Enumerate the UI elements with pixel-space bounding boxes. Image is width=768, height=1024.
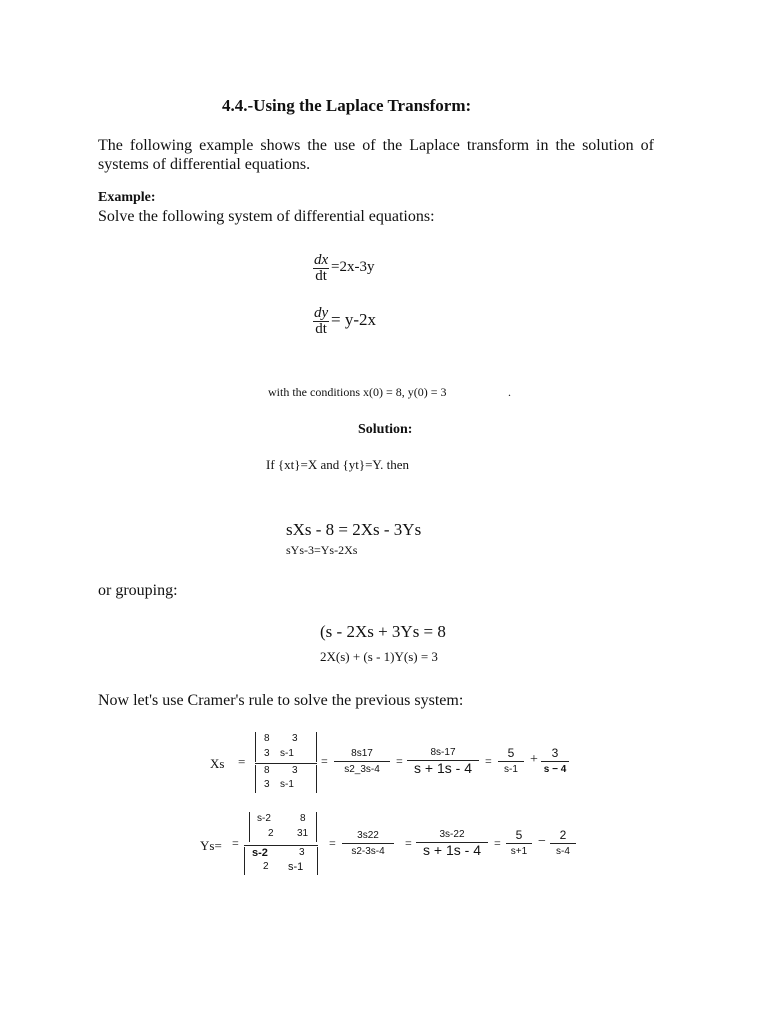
xs-fraction-3 xyxy=(498,746,524,777)
grouping-label: or grouping: xyxy=(98,582,178,599)
ys-main-fraction-bar xyxy=(244,845,318,846)
ys-label: Ys= xyxy=(200,838,222,853)
eq1-rhs: =2x-3y xyxy=(331,259,375,275)
eq2-numerator: dy xyxy=(314,305,329,321)
xs-label: Xs xyxy=(210,756,225,771)
ys-equals: = xyxy=(232,836,239,850)
transformed-eq1: sXs - 8 = 2Xs - 3Ys xyxy=(286,520,422,539)
example-text: Solve the following system of differential equations: xyxy=(98,208,435,225)
ys-equals-4: = xyxy=(494,836,501,850)
ys-fraction-1 xyxy=(342,828,394,859)
xs-num-a12: 3 xyxy=(292,733,298,744)
xs-denominator-determinant xyxy=(255,765,317,793)
ys-equals-3: = xyxy=(405,836,412,850)
xs-den-a21: 3 xyxy=(264,779,270,790)
eq1-derivative xyxy=(313,253,329,284)
grouped-eq1: (s - 2Xs + 3Ys = 8 xyxy=(320,622,446,641)
example-label: Example: xyxy=(98,190,156,205)
xs-plus: + xyxy=(530,752,538,767)
xs-num-a11: 8 xyxy=(264,733,270,744)
xs-f2-numerator: 8s-17 xyxy=(430,747,456,758)
ys-fraction-4 xyxy=(550,828,576,859)
ys-denominator-determinant xyxy=(244,847,318,875)
ys-numerator-determinant xyxy=(249,812,317,842)
ys-num-a22: 31 xyxy=(297,828,309,839)
ys-equals-2: = xyxy=(329,836,336,850)
ys-den-a11: s-2 xyxy=(252,847,268,859)
xs-f3-numerator: 5 xyxy=(507,746,515,760)
grouped-eq2: 2X(s) + (s - 1)Y(s) = 3 xyxy=(320,649,438,664)
ys-f3-numerator: 5 xyxy=(515,828,523,842)
ys-num-a11: s-2 xyxy=(257,813,271,824)
section-heading: 4.4.-Using the Laplace Transform: xyxy=(222,96,472,115)
xs-f2-denominator: s + 1s - 4 xyxy=(414,760,472,776)
ys-f1-numerator: 3s22 xyxy=(357,830,379,841)
ys-f1-denominator: s2-3s-4 xyxy=(351,846,385,857)
xs-f3-denominator: s-1 xyxy=(504,764,518,775)
eq1-numerator: dx xyxy=(314,252,329,268)
eq2-derivative xyxy=(313,306,329,337)
xs-den-a11: 8 xyxy=(264,765,270,776)
intro-paragraph: The following example shows the use of the Laplace transform in the solution of systems of differential equations. xyxy=(98,137,654,173)
xs-f1-denominator: s2_3s-4 xyxy=(344,764,380,775)
ys-den-a12: 3 xyxy=(299,847,305,858)
xs-numerator-determinant xyxy=(255,732,317,762)
xs-equals-2: = xyxy=(321,754,328,768)
xs-fraction-2 xyxy=(407,745,479,776)
ys-den-a22: s-1 xyxy=(288,861,304,873)
eq1-denominator: dt xyxy=(315,268,327,284)
initial-conditions: with the conditions x(0) = 8, y(0) = 3 xyxy=(268,385,447,399)
ys-f4-numerator: 2 xyxy=(559,828,567,842)
xs-fraction-4 xyxy=(541,746,569,777)
xs-fraction-1 xyxy=(334,746,390,777)
ys-fraction-3 xyxy=(506,828,532,859)
xs-f1-numerator: 8s17 xyxy=(351,748,373,759)
ys-num-a21: 2 xyxy=(268,828,274,839)
ys-fraction-2 xyxy=(416,827,488,858)
xs-equals-3: = xyxy=(396,754,403,768)
transform-definition: If {xt}=X and {yt}=Y. then xyxy=(266,457,410,472)
cramer-intro: Now let's use Cramer's rule to solve the previous system: xyxy=(98,692,464,709)
ys-f4-denominator: s-4 xyxy=(556,846,570,857)
eq2-rhs: = y-2x xyxy=(331,310,376,329)
xs-num-a22: s-1 xyxy=(280,748,294,759)
ys-minus: − xyxy=(538,834,546,849)
xs-equals-4: = xyxy=(485,754,492,768)
ys-f3-denominator: s+1 xyxy=(510,846,528,857)
ys-num-a12: 8 xyxy=(300,813,306,824)
xs-main-fraction-bar xyxy=(255,763,317,764)
ys-f2-denominator: s + 1s - 4 xyxy=(423,842,481,858)
xs-den-a12: 3 xyxy=(292,765,298,776)
xs-f4-denominator: s − 4 xyxy=(543,764,567,775)
xs-f4-numerator: 3 xyxy=(551,746,559,760)
xs-num-a21: 3 xyxy=(264,748,270,759)
ys-den-a21: 2 xyxy=(263,861,269,872)
conditions-period: . xyxy=(508,385,511,399)
transformed-eq2: sYs-3=Ys-2Xs xyxy=(286,543,358,557)
xs-den-a22: s-1 xyxy=(280,779,294,790)
solution-label: Solution: xyxy=(358,422,413,437)
xs-equals: = xyxy=(238,754,246,769)
ys-f2-numerator: 3s-22 xyxy=(439,829,465,840)
eq2-denominator: dt xyxy=(315,321,327,337)
